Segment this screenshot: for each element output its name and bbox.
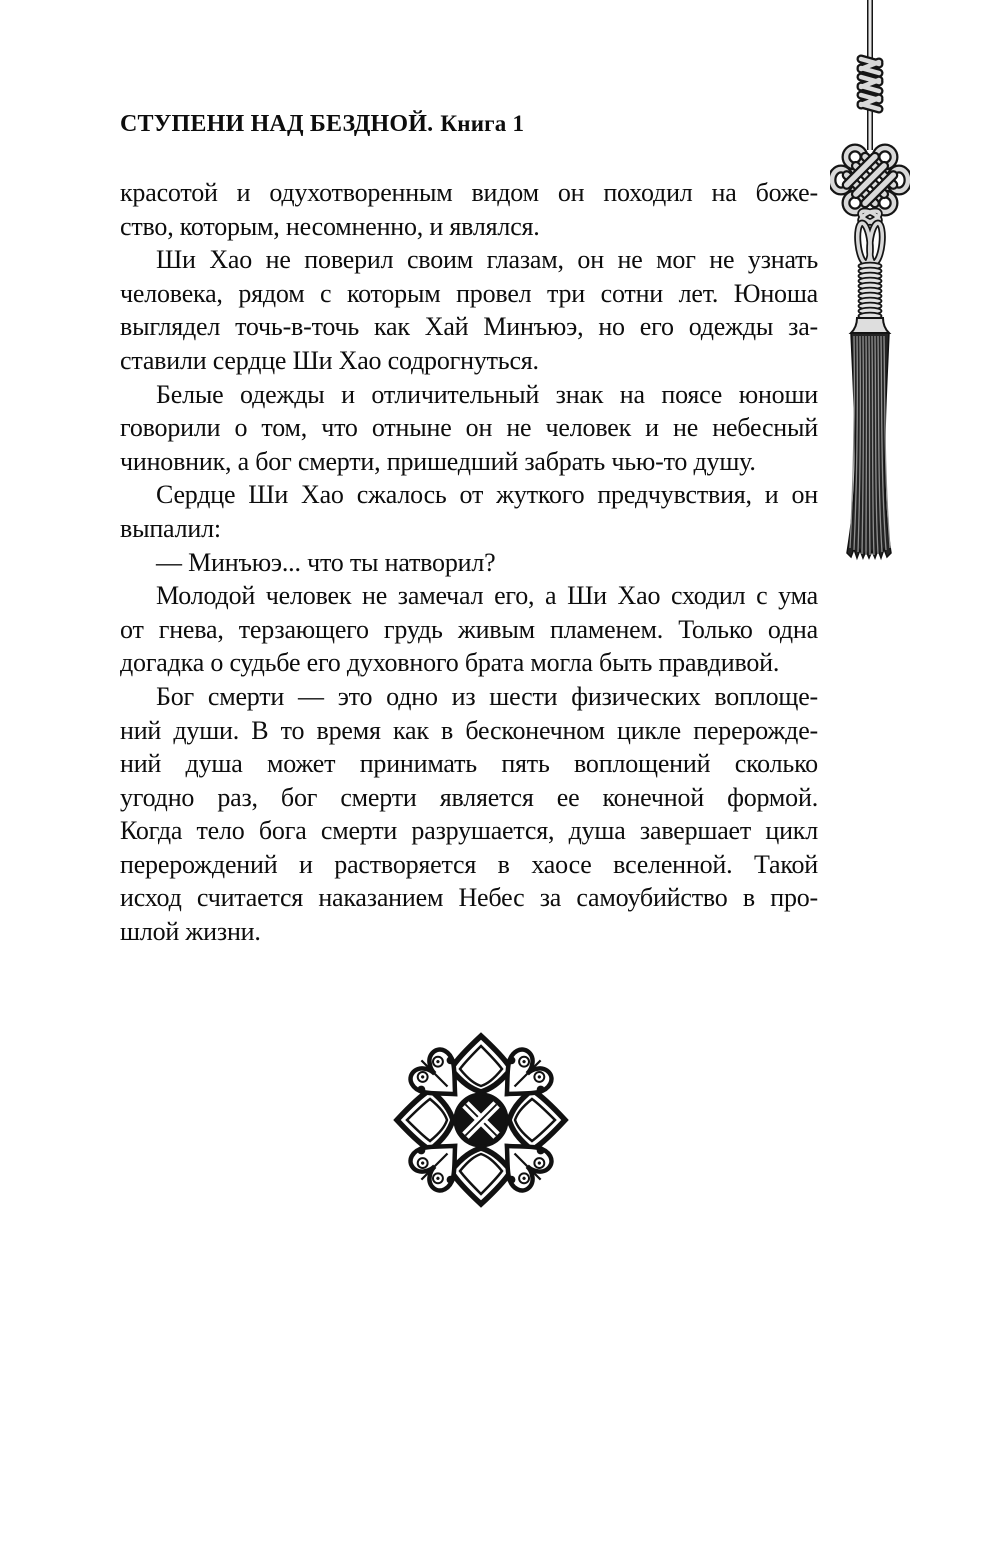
text-line: Сердце Ши Хао сжалось от жуткого предчувствия, и он [156, 480, 818, 510]
paragraph [120, 546, 818, 580]
text-line: от гнева, терзающего грудь живым пламенем. Только одна [120, 614, 818, 644]
text-line: человека, рядом с которым провел три сотни лет. Юноша [120, 278, 818, 308]
paragraph [120, 478, 818, 545]
text-line: чиновник, а бог смерти, пришедший забрать чью-то душу. [120, 446, 756, 476]
text-line: угодно раз, бог смерти является ее конечной формой. [120, 782, 818, 812]
text-line: Белые одежды и отличительный знак на поясе юноши [156, 379, 818, 409]
text-line: перерождений и растворяется в хаосе вселенной. Такой [120, 849, 818, 879]
text-line: шлой жизни. [120, 917, 261, 947]
text-line: Ши Хао не поверил своим глазам, он не мог не узнать [156, 245, 818, 275]
flower-rosette-icon [393, 1032, 569, 1208]
text-line: выглядел точь-в-точь как Хай Минъюэ, но его одежды за- [120, 312, 818, 342]
text-line: ство, которым, несомненно, и являлся. [120, 211, 540, 241]
text-line: Бог смерти — это одно из шести физических воплоще- [156, 681, 818, 711]
text-line: — Минъюэ... что ты натворил? [156, 547, 496, 577]
text-line: ний душа может принимать пять воплощений сколько [120, 749, 818, 779]
paragraph [120, 243, 818, 377]
chinese-knot-tassel-icon [830, 0, 910, 575]
paragraph [120, 176, 818, 243]
text-line: Когда тело бога смерти разрушается, душа завершает цикл [120, 816, 818, 846]
paragraph [120, 680, 818, 949]
text-line: выпалил: [120, 513, 221, 543]
body-text [120, 176, 818, 949]
text-line: говорили о том, что отныне он не человек и не небесный [120, 413, 818, 443]
text-line: исход считается наказанием Небес за самоубийство в про- [120, 883, 818, 913]
paragraph [120, 378, 818, 479]
running-header [120, 111, 524, 138]
flower-rosette-ornament [393, 1032, 569, 1208]
text-line: догадка о судьбе его духовного брата могла быть правдивой. [120, 648, 780, 678]
chinese-knot-tassel-illustration [830, 0, 910, 575]
text-line: ний души. В то время как в бесконечном цикле перерожде- [120, 715, 818, 745]
text-line: красотой и одухотворенным видом он походил на боже- [120, 178, 818, 207]
text-line: ставили сердце Ши Хао содрогнуться. [120, 345, 539, 375]
running-header-title: СТУПЕНИ НАД БЕЗДНОЙ. [120, 111, 434, 137]
paragraph [120, 579, 818, 680]
running-header-book-number: Книга 1 [440, 111, 525, 136]
text-line: Молодой человек не замечал его, а Ши Хао сходил с ума [156, 581, 818, 611]
